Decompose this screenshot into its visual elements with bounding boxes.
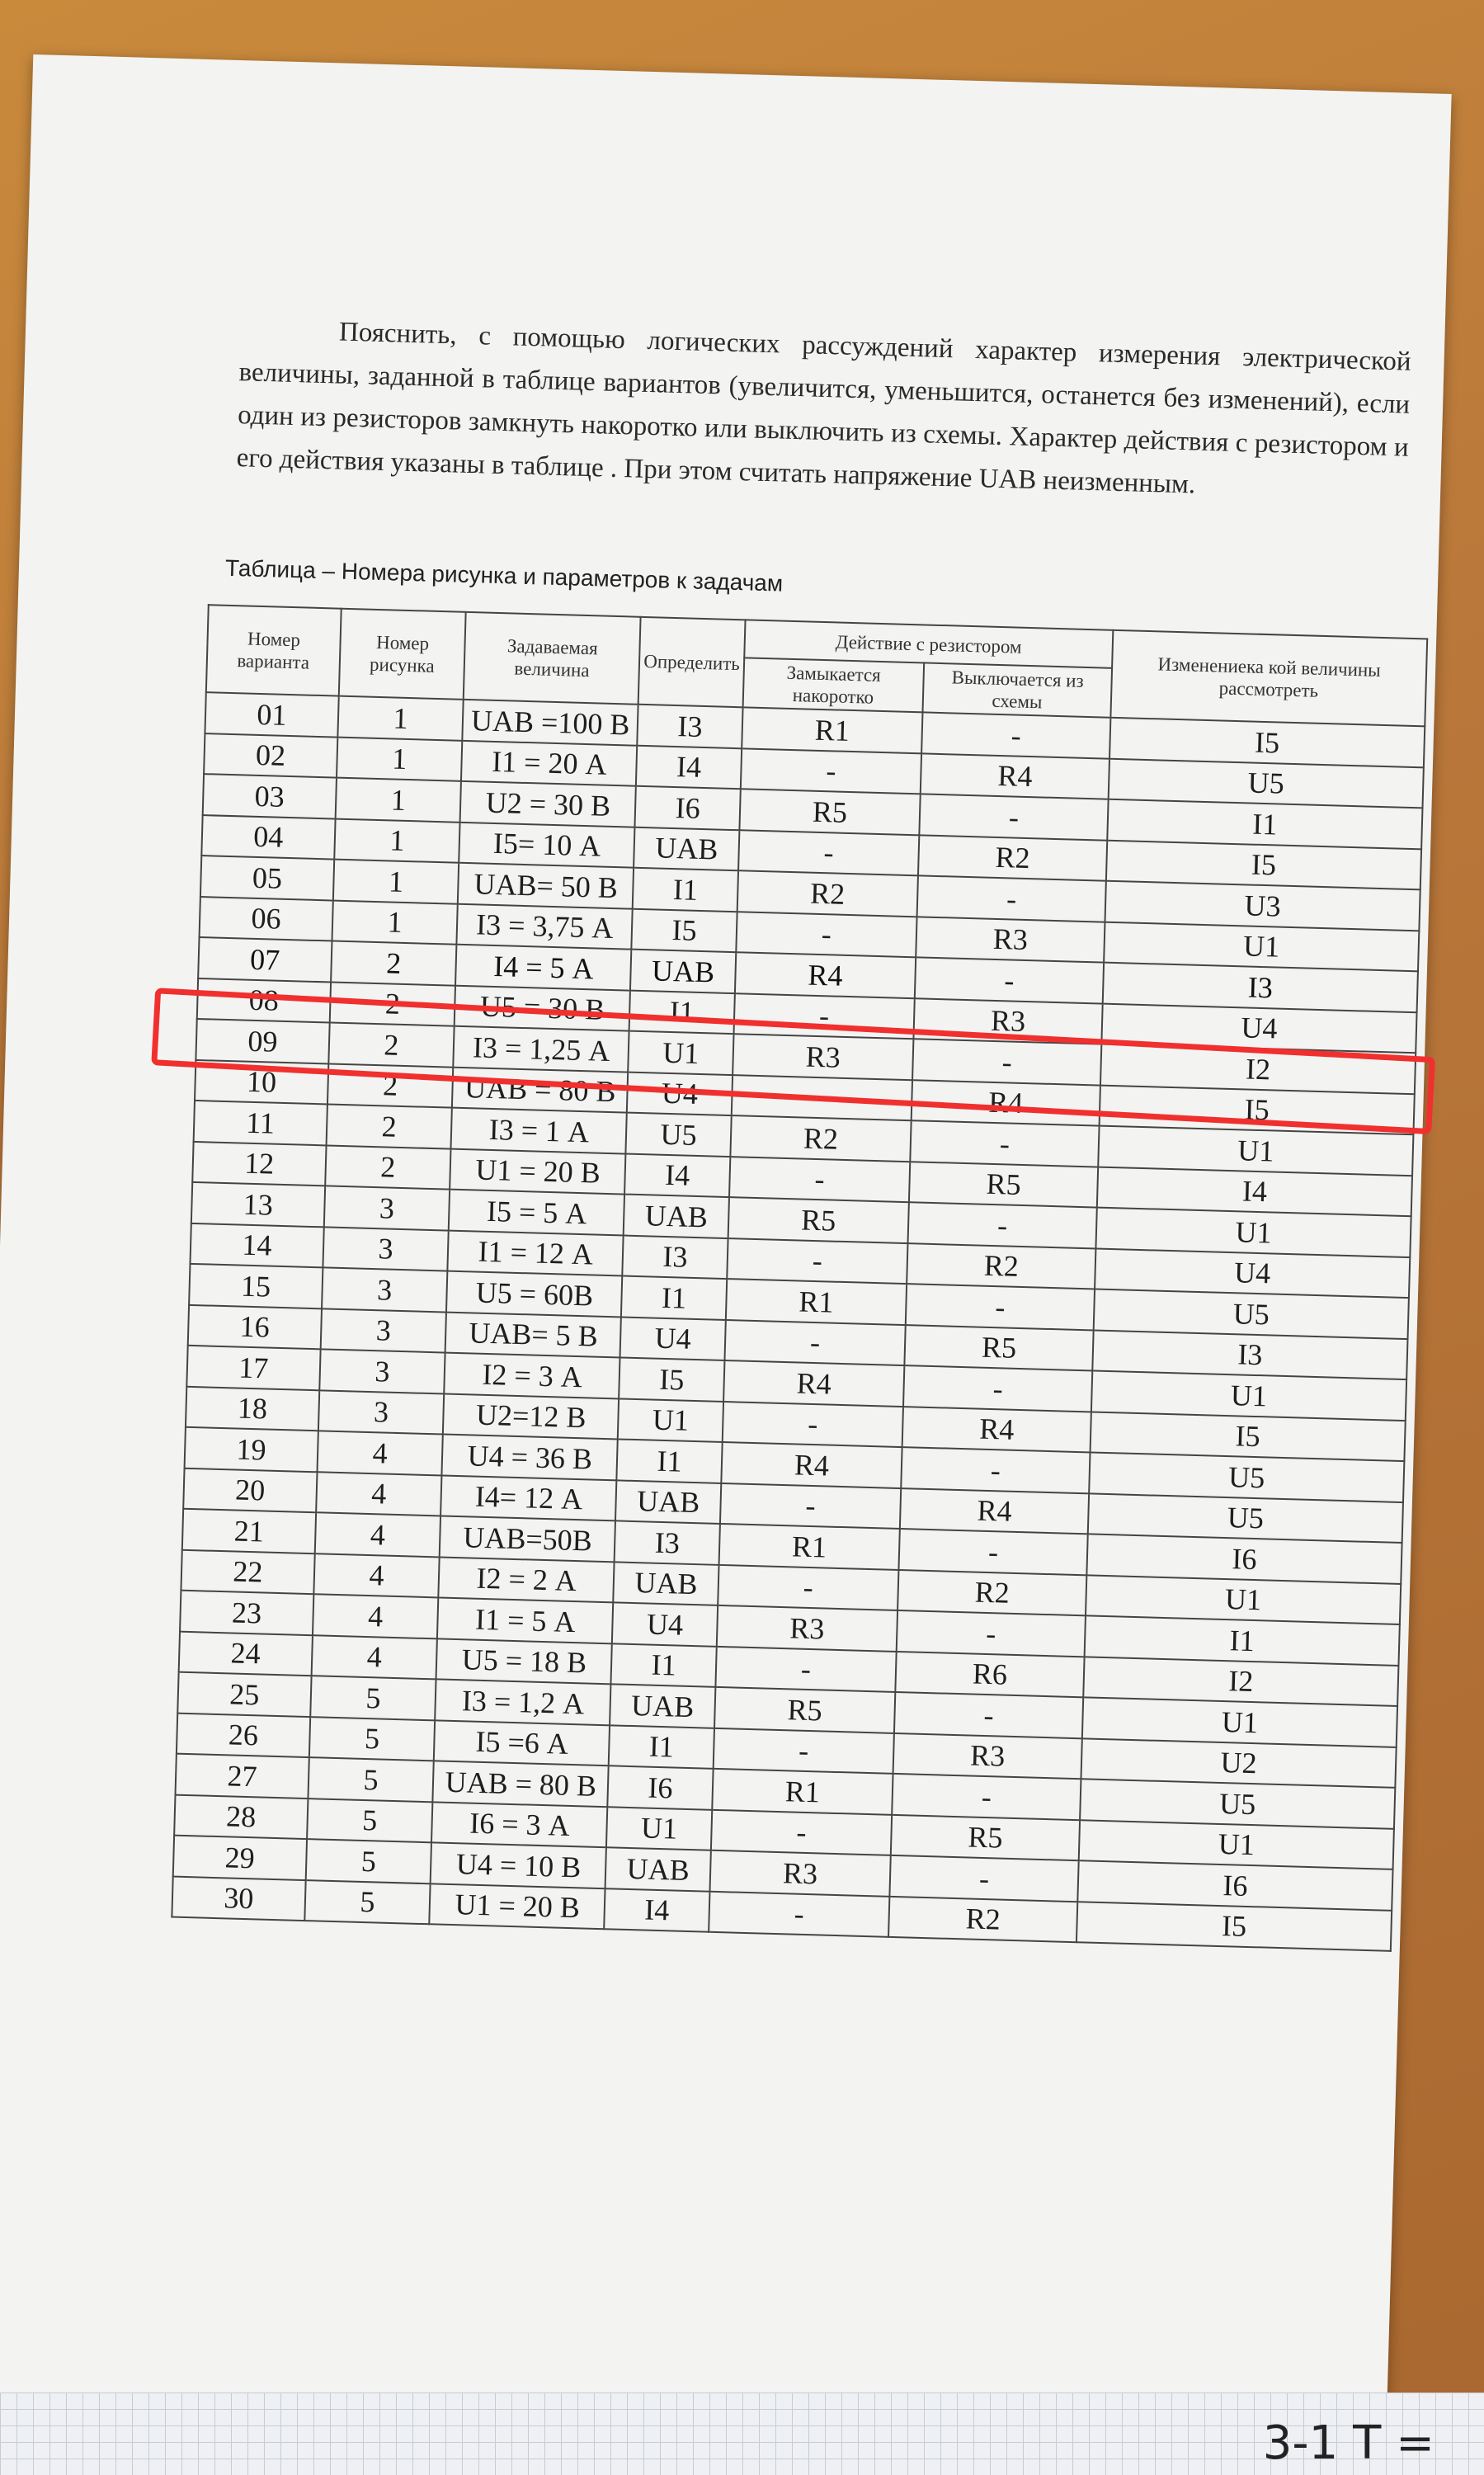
cell-changed: U3 xyxy=(1105,881,1420,931)
cell-removed: R2 xyxy=(888,1896,1077,1942)
cell-determine: I5 xyxy=(619,1357,724,1401)
cell-variant: 08 xyxy=(197,978,331,1023)
cell-removed: - xyxy=(903,1365,1092,1412)
cell-given: I5 =6 А xyxy=(434,1720,610,1766)
cell-given: I4 = 5 А xyxy=(455,945,631,990)
cell-figure: 4 xyxy=(314,1512,440,1557)
cell-given: UAB= 5 В xyxy=(445,1312,621,1357)
cell-shorted: - xyxy=(733,993,915,1040)
cell-removed: - xyxy=(906,1284,1095,1330)
cell-figure: 1 xyxy=(335,778,461,823)
cell-given: U4 = 10 В xyxy=(431,1842,606,1888)
cell-determine: I6 xyxy=(608,1766,714,1809)
cell-removed: - xyxy=(901,1447,1090,1493)
cell-changed: I5 xyxy=(1109,718,1425,767)
cell-figure: 2 xyxy=(325,1145,451,1190)
cell-given: I5 = 5 А xyxy=(449,1190,624,1235)
cell-figure: 3 xyxy=(319,1349,445,1393)
cell-given: I2 = 2 А xyxy=(439,1557,615,1602)
cell-figure: 2 xyxy=(327,1063,454,1108)
cell-given: UAB=50В xyxy=(440,1516,615,1561)
cell-determine: UAB xyxy=(605,1847,711,1891)
cell-given: I1 = 20 А xyxy=(461,740,637,785)
cell-variant: 29 xyxy=(173,1836,307,1880)
cell-variant: 03 xyxy=(203,774,337,818)
cell-shorted: R2 xyxy=(737,870,918,917)
cell-variant: 16 xyxy=(188,1304,322,1349)
cell-removed: R3 xyxy=(914,998,1103,1044)
cell-changed: I1 xyxy=(1085,1615,1400,1665)
cell-figure: 3 xyxy=(320,1308,446,1353)
cell-figure: 4 xyxy=(311,1635,437,1680)
cell-variant: 09 xyxy=(196,1019,329,1063)
cell-removed: R4 xyxy=(902,1407,1091,1453)
header-determine: Определить xyxy=(638,617,745,707)
cell-changed: U2 xyxy=(1081,1738,1396,1788)
header-figure: Номер рисунка xyxy=(338,609,466,700)
cell-determine: U4 xyxy=(612,1602,718,1646)
cell-shorted: R3 xyxy=(709,1850,891,1897)
cell-figure: 3 xyxy=(318,1390,445,1435)
cell-given: U4 = 36 В xyxy=(442,1435,618,1480)
cell-figure: 1 xyxy=(332,900,458,945)
cell-removed: - xyxy=(915,957,1104,1003)
cell-variant: 04 xyxy=(201,815,335,860)
cell-given: I3 = 1,2 А xyxy=(436,1679,611,1724)
cell-changed: U4 xyxy=(1101,1003,1416,1053)
paper-sheet xyxy=(0,54,1452,2453)
cell-figure: 5 xyxy=(310,1676,436,1720)
cell-figure: 5 xyxy=(309,1717,436,1761)
cell-variant: 01 xyxy=(205,692,338,737)
grid-paper xyxy=(0,2392,1484,2475)
cell-determine: I1 xyxy=(633,868,738,912)
cell-figure: 5 xyxy=(304,1880,431,1925)
cell-variant: 23 xyxy=(180,1591,313,1635)
cell-determine: UAB xyxy=(610,1684,715,1728)
cell-given: U1 = 20 В xyxy=(430,1883,605,1929)
cell-shorted: R2 xyxy=(730,1115,912,1162)
cell-shorted: R4 xyxy=(721,1442,902,1488)
cell-given: I3 = 1,25 А xyxy=(454,1026,629,1072)
table-body xyxy=(172,692,1425,1951)
cell-changed: U5 xyxy=(1089,1452,1404,1502)
cell-removed: - xyxy=(921,712,1110,758)
handwritten-marks: 3-1 T = xyxy=(1262,2416,1435,2470)
cell-given: U5 = 18 В xyxy=(436,1638,612,1684)
cell-variant: 21 xyxy=(182,1509,316,1553)
cell-changed: U1 xyxy=(1079,1820,1394,1869)
cell-variant: 20 xyxy=(183,1468,317,1512)
cell-determine: I3 xyxy=(615,1520,720,1564)
cell-removed: - xyxy=(919,794,1108,840)
cell-figure: 5 xyxy=(305,1839,431,1883)
cell-variant: 12 xyxy=(192,1141,326,1186)
cell-removed: R4 xyxy=(912,1080,1100,1126)
cell-given: I2 = 3 А xyxy=(445,1353,620,1398)
cell-given: I5= 10 А xyxy=(459,822,635,867)
cell-changed: I5 xyxy=(1106,840,1421,889)
cell-shorted: - xyxy=(727,1238,908,1285)
cell-shorted: R5 xyxy=(714,1687,896,1733)
cell-changed: I6 xyxy=(1086,1534,1402,1583)
cell-changed: I5 xyxy=(1100,1085,1415,1134)
cell-determine: UAB xyxy=(613,1562,718,1605)
cell-removed: R4 xyxy=(900,1488,1089,1534)
cell-figure: 2 xyxy=(326,1104,452,1148)
cell-shorted: - xyxy=(741,748,922,794)
cell-determine: U5 xyxy=(626,1113,732,1157)
cell-determine: U4 xyxy=(620,1317,726,1360)
cell-changed: I5 xyxy=(1076,1902,1392,1951)
variants-table xyxy=(171,604,1428,1952)
cell-variant: 07 xyxy=(198,937,332,982)
cell-variant: 14 xyxy=(190,1223,323,1267)
cell-variant: 28 xyxy=(174,1794,308,1839)
cell-determine: UAB xyxy=(630,950,736,993)
cell-given: I3 = 1 А xyxy=(451,1108,627,1153)
cell-removed: R5 xyxy=(904,1325,1093,1371)
cell-removed: R4 xyxy=(921,753,1109,799)
cell-changed: U5 xyxy=(1080,1779,1395,1828)
cell-given: I1 = 12 А xyxy=(448,1230,624,1275)
cell-variant: 30 xyxy=(172,1876,305,1921)
cell-removed: - xyxy=(912,1039,1101,1085)
header-shorted: Замыкается накоротко xyxy=(742,658,924,712)
cell-figure: 2 xyxy=(328,1022,455,1067)
cell-shorted: R3 xyxy=(733,1034,914,1080)
cell-changed: U1 xyxy=(1082,1697,1397,1747)
cell-given: UAB= 50 В xyxy=(458,863,634,908)
cell-given: I3 = 3,75 А xyxy=(457,903,633,949)
cell-changed: U1 xyxy=(1104,922,1419,971)
cell-determine: U4 xyxy=(627,1072,733,1115)
header-action: Действие с резистором xyxy=(744,620,1113,667)
cell-given: UAB = 80 В xyxy=(433,1761,609,1806)
cell-determine: U1 xyxy=(618,1398,723,1442)
cell-changed: U5 xyxy=(1094,1289,1409,1338)
cell-shorted: R1 xyxy=(742,707,923,753)
cell-given: U5 = 60В xyxy=(446,1271,622,1317)
cell-shorted: R1 xyxy=(718,1524,900,1570)
cell-shorted: R4 xyxy=(735,952,916,998)
cell-changed: U1 xyxy=(1098,1126,1413,1176)
cell-figure: 2 xyxy=(329,982,455,1026)
cell-given: U2 = 30 В xyxy=(460,781,636,827)
cell-determine: I1 xyxy=(609,1725,714,1769)
cell-determine: UAB xyxy=(615,1480,721,1524)
cell-shorted: - xyxy=(729,1157,911,1203)
cell-figure: 4 xyxy=(313,1594,439,1638)
cell-figure: 2 xyxy=(331,941,457,986)
cell-variant: 22 xyxy=(181,1549,314,1594)
cell-changed: I4 xyxy=(1097,1167,1412,1216)
cell-shorted: - xyxy=(709,1891,890,1937)
cell-removed: R2 xyxy=(897,1569,1086,1615)
cell-determine: UAB xyxy=(624,1195,729,1238)
cell-figure: 4 xyxy=(313,1553,440,1598)
cell-removed: - xyxy=(894,1692,1083,1738)
cell-shorted: - xyxy=(736,912,917,958)
cell-variant: 11 xyxy=(194,1101,327,1145)
cell-given: U1 = 20 В xyxy=(450,1148,625,1194)
header-given: Задаваемая величина xyxy=(464,612,641,705)
cell-changed: U1 xyxy=(1086,1575,1401,1624)
cell-changed: I3 xyxy=(1092,1330,1407,1379)
cell-shorted: R1 xyxy=(712,1769,893,1815)
cell-determine: I6 xyxy=(635,786,741,830)
cell-variant: 05 xyxy=(200,856,334,900)
table-caption: Таблица – Номера рисунка и параметров к задачам xyxy=(224,554,784,596)
cell-removed: - xyxy=(917,875,1106,922)
cell-shorted: - xyxy=(732,1075,913,1121)
cell-variant: 24 xyxy=(179,1631,313,1676)
cell-changed: U1 xyxy=(1095,1208,1411,1257)
cell-shorted: R4 xyxy=(723,1360,905,1407)
cell-determine: I1 xyxy=(629,990,735,1034)
cell-determine: U1 xyxy=(628,1031,733,1075)
cell-changed: I1 xyxy=(1107,799,1422,849)
cell-changed: U1 xyxy=(1091,1370,1406,1420)
cell-changed: I2 xyxy=(1083,1657,1398,1706)
cell-figure: 1 xyxy=(334,818,460,863)
header-variant: Номер варианта xyxy=(206,605,342,695)
cell-figure: 3 xyxy=(323,1227,449,1271)
cell-determine: I1 xyxy=(617,1439,723,1483)
cell-figure: 3 xyxy=(324,1186,450,1230)
intro-paragraph: Пояснить, с помощью логических рассуждений характер измерения электрической величины, заданной в таблице вариантов (увеличится, уменьшится, останется без изменений), если один из резисторов замкнуть накоротко или выключить из схемы. Характер действия с резистором и его действия указаны в таблице . При этом считать напряжение UАВ неизменным. xyxy=(236,317,1412,500)
cell-changed: I6 xyxy=(1077,1860,1392,1910)
cell-removed: - xyxy=(899,1529,1088,1575)
cell-removed: - xyxy=(889,1855,1078,1902)
cell-changed: I2 xyxy=(1100,1044,1416,1094)
cell-removed: - xyxy=(892,1774,1081,1820)
cell-changed: U5 xyxy=(1088,1493,1403,1543)
cell-removed: R6 xyxy=(895,1651,1084,1697)
cell-determine: UAB xyxy=(634,827,739,870)
cell-variant: 06 xyxy=(200,897,333,941)
cell-given: UAB = 80 В xyxy=(452,1067,628,1112)
cell-variant: 19 xyxy=(185,1427,318,1472)
cell-variant: 18 xyxy=(186,1386,319,1431)
cell-removed: R3 xyxy=(916,917,1105,963)
cell-removed: - xyxy=(897,1610,1086,1657)
cell-shorted: - xyxy=(720,1483,902,1529)
cell-determine: I1 xyxy=(611,1643,717,1687)
cell-variant: 17 xyxy=(186,1346,320,1390)
cell-variant: 25 xyxy=(177,1672,311,1717)
cell-removed: R2 xyxy=(907,1243,1095,1289)
cell-changed: I5 xyxy=(1090,1412,1405,1461)
cell-changed: U4 xyxy=(1095,1248,1410,1298)
cell-changed: U5 xyxy=(1109,758,1424,808)
cell-shorted: R5 xyxy=(728,1197,909,1243)
cell-given: UAB =100 В xyxy=(463,700,638,745)
cell-given: I4= 12 А xyxy=(440,1475,616,1520)
cell-figure: 5 xyxy=(307,1798,433,1843)
cell-shorted: - xyxy=(738,830,920,876)
cell-determine: U1 xyxy=(606,1807,712,1850)
cell-shorted: R5 xyxy=(739,789,921,835)
cell-figure: 4 xyxy=(316,1472,442,1516)
cell-shorted: - xyxy=(718,1564,899,1610)
cell-variant: 27 xyxy=(176,1754,309,1798)
header-removed: Выключается из схемы xyxy=(923,662,1112,717)
cell-variant: 02 xyxy=(204,733,337,778)
header-changed: Изменениека кой величины рассмотреть xyxy=(1110,630,1427,727)
cell-shorted: - xyxy=(724,1320,906,1366)
cell-shorted: R3 xyxy=(717,1605,898,1652)
cell-changed: I3 xyxy=(1103,963,1418,1012)
cell-removed: - xyxy=(910,1120,1099,1167)
cell-shorted: - xyxy=(713,1728,894,1774)
cell-determine: I3 xyxy=(637,705,742,748)
cell-given: I6 = 3 А xyxy=(431,1802,607,1847)
cell-determine: I3 xyxy=(623,1235,728,1279)
cell-figure: 5 xyxy=(308,1757,434,1802)
cell-figure: 1 xyxy=(337,696,464,741)
cell-variant: 13 xyxy=(191,1182,325,1227)
cell-given: U5 = 30 В xyxy=(455,985,630,1030)
cell-removed: R5 xyxy=(891,1814,1080,1860)
cell-figure: 1 xyxy=(333,860,459,904)
cell-shorted: - xyxy=(711,1809,893,1855)
cell-shorted: R1 xyxy=(726,1279,907,1325)
cell-given: U2=12 В xyxy=(443,1393,619,1439)
cell-variant: 10 xyxy=(195,1059,328,1104)
cell-removed: - xyxy=(908,1202,1097,1248)
cell-removed: R5 xyxy=(909,1162,1098,1208)
cell-given: I1 = 5 А xyxy=(437,1597,613,1643)
cell-determine: I4 xyxy=(624,1153,730,1197)
cell-figure: 4 xyxy=(317,1431,443,1475)
cell-determine: I4 xyxy=(604,1888,709,1932)
cell-removed: R3 xyxy=(893,1732,1082,1779)
cell-shorted: - xyxy=(723,1401,904,1447)
cell-determine: I1 xyxy=(621,1276,727,1320)
cell-removed: R2 xyxy=(918,835,1107,881)
cell-determine: I5 xyxy=(632,908,737,952)
cell-variant: 26 xyxy=(177,1713,310,1757)
cell-figure: 3 xyxy=(322,1267,448,1312)
cell-variant: 15 xyxy=(189,1264,323,1308)
cell-determine: I4 xyxy=(636,745,742,789)
cell-figure: 1 xyxy=(337,737,463,781)
cell-shorted: - xyxy=(715,1646,897,1692)
